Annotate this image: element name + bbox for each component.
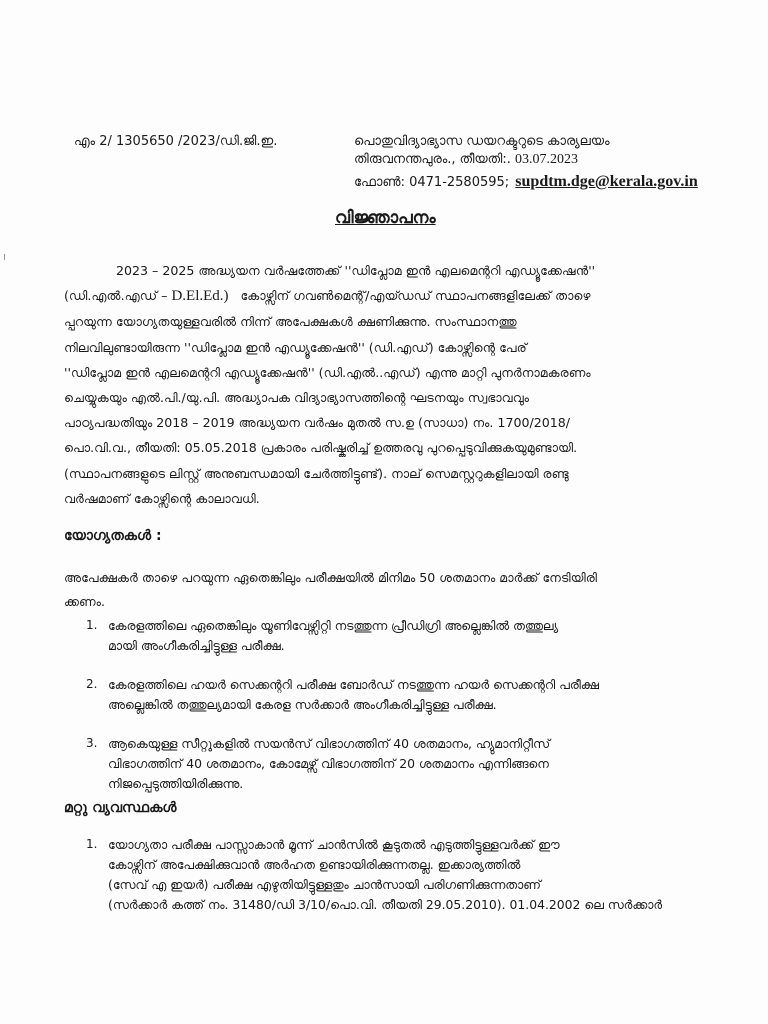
intro-line: ക്കണം. (64, 594, 106, 609)
contact-line (354, 173, 698, 191)
list-line: നിജപ്പെടുത്തിയിരിക്കുന്നു. (108, 776, 244, 791)
intro-line: അപേക്ഷകർ താഴെ പറയുന്ന ഏതെങ്കിലും പരീക്ഷയിൽ മിനിമം 50 ശതമാനം മാർക്ക് നേടിയിരി (64, 570, 597, 585)
email-link[interactable]: supdtm.dge@kerala.gov.in (515, 173, 698, 190)
reference-number: എം 2/ 1305650 /2023/ഡി.ജി.ഇ. (74, 134, 278, 149)
list-line: കേരളത്തിലെ ഏതെങ്കിലും യൂണിവേഴ്സിറ്റി നടത്തുന്ന പ്രീഡിഗ്രി അല്ലെങ്കിൽ തത്തുല്യ (108, 618, 559, 633)
list-line: മായി അംഗീകരിച്ചിട്ടുള്ള പരീക്ഷ. (108, 638, 285, 653)
paragraph-line: (സ്ഥാപനങ്ങളുടെ ലിസ്റ്റ് അനുബന്ധമായി ചേർത്തിട്ടുണ്ട്). നാല് സെമസ്റ്ററുകളിലായി രണ്ടു (64, 465, 569, 481)
list-number: 3. (86, 736, 98, 750)
office-name: പൊതുവിദ്യാഭ്യാസ ഡയറക്ടറുടെ കാര്യലയം (354, 134, 610, 149)
qualifications-heading: യോഗ്യതകൾ : (64, 528, 162, 544)
page-title: വിജ്ഞാപനം (335, 208, 436, 228)
other-rules-heading: മറ്റു വ്യവസ്ഥകൾ (64, 800, 177, 816)
paragraph-line: 2023 – 2025 അദ്ധ്യയന വർഷത്തേക്ക് ''ഡിപ്ലോമ ഇൻ എലമെന്ററി എഡ്യൂക്കേഷൻ'' (116, 263, 596, 278)
list-number: 1. (86, 837, 98, 851)
list-item (108, 835, 712, 915)
place-date-line (354, 152, 578, 168)
list-line: (സർക്കാർ കത്ത് നം. 31480/ഡി 3/10/പൊ.വി. തീയതി 29.05.2010). 01.04.2002 ലെ സർക്കാർ (108, 897, 663, 912)
scan-mark (4, 254, 5, 260)
paragraph-line: നിലവിലുണ്ടായിരുന്ന ''ഡിപ്ലോമ ഇൻ എഡ്യൂക്കേഷൻ'' (ഡി.എഡ്) കോഴ്സിന്റെ പേര് (64, 339, 527, 355)
list-item (108, 616, 712, 656)
list-line: (സേവ് എ ഇയർ) പരീക്ഷ എഴുതിയിട്ടുള്ളതും ചാൻസായി പരിഗണിക്കുന്നതാണ് (108, 877, 541, 892)
paragraph-line: പൊ.വി.വ., തീയതി: 05.05.2018 പ്രകാരം പരിഷ്കരിച്ച് ഉത്തരവു പുറപ്പെടുവിക്കുകയുമുണ്ടായി. (64, 440, 578, 456)
course-code: D.El.Ed.) (171, 288, 229, 305)
list-number: 2. (86, 677, 98, 691)
paragraph-line: വർഷമാണ് കോഴ്സിന്റെ കാലാവധി. (64, 490, 260, 506)
list-line: വിഭാഗത്തിന് 40 ശതമാനം, കോമേഴ്സ് വിഭാഗത്തിന് 20 ശതമാനം എന്നിങ്ങനെ (108, 756, 549, 771)
paragraph-line: പ്പറയുന്ന യോഗ്യതയുള്ളവരിൽ നിന്ന് അപേക്ഷകൾ ക്ഷണിക്കുന്നു. സംസ്ഥാനത്തു (64, 314, 517, 330)
list-item (108, 734, 712, 794)
paragraph-fragment: (ഡി.എൽ.എഡ് – (64, 288, 168, 304)
notice-date: 03.07.2023 (515, 152, 579, 167)
paragraph-fragment: കോഴ്സിന് ഗവൺമെന്റ്/എയ്ഡഡ് സ്ഥാപനങ്ങളിലേക്ക് താഴെ (240, 288, 591, 304)
paragraph-line: ''ഡിപ്ലോമ ഇൻ എലമെന്ററി എഡ്യൂക്കേഷൻ'' (ഡി.എൽ..എഡ്) എന്നു മാറ്റി പുനർനാമകരണം (64, 364, 591, 380)
phone-number: ഫോൺ: 0471-2580595; (354, 175, 510, 190)
list-line: അല്ലെങ്കിൽ തത്തുല്യമായി കേരള സർക്കാർ അംഗീകരിച്ചിട്ടുള്ള പരീക്ഷ. (108, 697, 497, 712)
list-line: ആകെയുള്ള സീറ്റുകളിൽ സയൻസ് വിഭാഗത്തിന് 40 ശതമാനം, ഹ്യുമാനിറ്റീസ് (108, 736, 550, 751)
list-line: കേരളത്തിലെ ഹയർ സെക്കന്ററി പരീക്ഷ ബോർഡ് നടത്തുന്ന ഹയർ സെക്കന്ററി പരീക്ഷ (108, 677, 599, 692)
paragraph-line: പാഠ്യപദ്ധതിയും 2018 – 2019 അദ്ധ്യയന വർഷം മുതൽ സ.ഉ (സാധാ) നം. 1700/2018/ (64, 415, 571, 431)
list-number: 1. (86, 618, 98, 632)
list-item (108, 675, 712, 715)
qualifications-intro (64, 566, 714, 614)
paragraph-line (64, 283, 714, 309)
main-paragraph (64, 258, 714, 511)
paragraph-line: ചെയ്യുകയും എൽ.പി./യു.പി. അദ്ധ്യാപക വിദ്യാഭ്യാസത്തിന്റെ ഘടനയും സ്വഭാവവും (64, 390, 530, 406)
list-line: യോഗ്യതാ പരീക്ഷ പാസ്സാകാൻ മൂന്ന് ചാൻസിൽ കൂടുതൽ എടുത്തിട്ടുള്ളവർക്ക് ഈ (108, 837, 560, 852)
list-line: കോഴ്സിന് അപേക്ഷിക്കുവാൻ അർഹത ഉണ്ടായിരിക്കുന്നതല്ല. ഇക്കാര്യത്തിൽ (108, 857, 521, 872)
place-date-label: തിരുവനന്തപുരം., തീയതി:. (354, 152, 511, 167)
